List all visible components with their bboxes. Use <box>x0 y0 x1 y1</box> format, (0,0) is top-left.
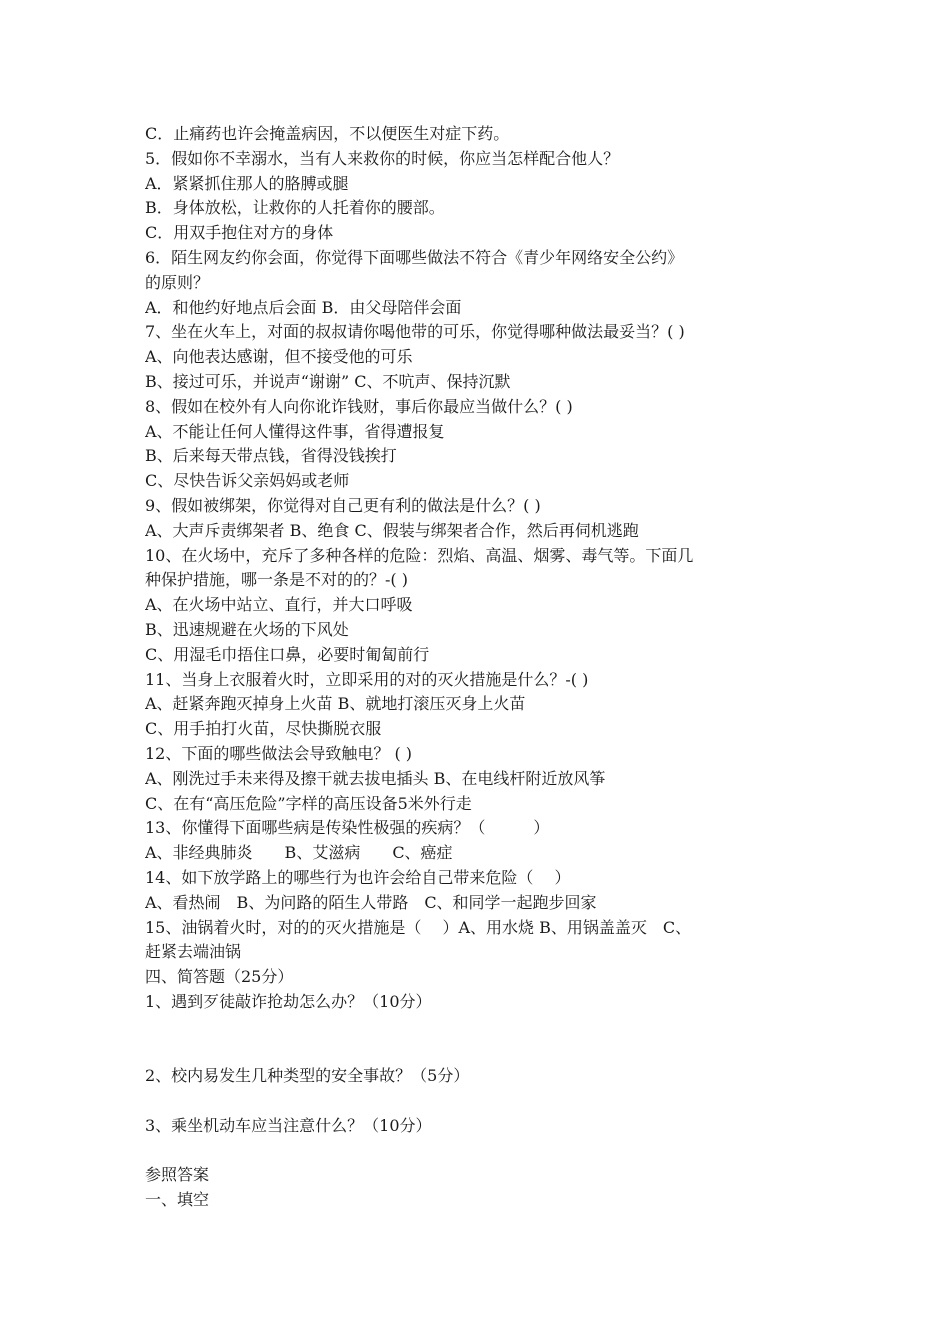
option-line: A．和他约好地点后会面 B．由父母陪伴会面 <box>145 297 462 317</box>
question-6-cont: 的原则？ <box>145 272 210 292</box>
option-line: C、在有“高压危险”字样的高压设备5米外行走 <box>145 793 472 813</box>
question-14: 14、如下放学路上的哪些行为也许会给自己带来危险（ ） <box>145 867 571 887</box>
option-line: A、非经典肺炎 B、艾滋病 C、癌症 <box>145 843 453 863</box>
option-line: C、用湿毛巾捂住口鼻，必要时匍匐前行 <box>145 644 430 664</box>
question-10-cont: 种保护措施，哪一条是不对的的？-( ) <box>145 570 408 590</box>
option-line: A、赶紧奔跑灭掉身上火苗 B、就地打滚压灭身上火苗 <box>145 694 526 714</box>
option-line: C、用手拍打火苗，尽快撕脱衣服 <box>145 719 382 739</box>
option-line: B．身体放松，让救你的人托着你的腰部。 <box>145 198 445 218</box>
question-8: 8、假如在校外有人向你讹诈钱财，事后你最应当做什么？( ) <box>145 396 573 416</box>
answer-space <box>145 1089 810 1114</box>
document-body <box>145 122 810 1213</box>
option-line: A、向他表达感谢，但不接受他的可乐 <box>145 347 413 367</box>
option-line: A．紧紧抓住那人的胳膊或腿 <box>145 173 349 193</box>
question-6: 6．陌生网友约你会面，你觉得下面哪些做法不符合《青少年网络安全公约》 <box>145 247 684 267</box>
answer-space <box>145 1015 810 1065</box>
option-line: C、尽快告诉父亲妈妈或老师 <box>145 471 350 491</box>
option-line: A、看热闹 B、为问路的陌生人带路 C、和同学一起跑步回家 <box>145 892 597 912</box>
question-7: 7、坐在火车上，对面的叔叔请你喝他带的可乐，你觉得哪种做法最妥当？( ) <box>145 322 685 342</box>
short-answer-1: 1、遇到歹徒敲诈抢劫怎么办？（10分） <box>145 991 432 1011</box>
text-line: C．止痛药也许会掩盖病因，不以便医生对症下药。 <box>145 124 510 143</box>
question-12: 12、下面的哪些做法会导致触电？ ( ) <box>145 743 413 763</box>
option-line: B、接过可乐，并说声“谢谢” C、不吭声、保持沉默 <box>145 371 511 391</box>
answers-subheading: 一、填空 <box>145 1190 210 1210</box>
question-15: 15、油锅着火时，对的的灭火措施是（ ）A、用水烧 B、用锅盖盖灭 C、 <box>145 917 692 937</box>
option-line: B、迅速规避在火场的下风处 <box>145 619 349 639</box>
option-line: A、不能让任何人懂得这件事，省得遭报复 <box>145 421 445 441</box>
section-heading: 四、简答题（25分） <box>145 967 294 987</box>
option-line: B、后来每天带点钱，省得没钱挨打 <box>145 446 397 466</box>
answer-space <box>145 1139 810 1164</box>
short-answer-2: 2、校内易发生几种类型的安全事故？（5分） <box>145 1066 470 1086</box>
option-line: A、在火场中站立、直行，并大口呼吸 <box>145 595 413 615</box>
question-10: 10、在火场中，充斥了多种各样的危险：烈焰、高温、烟雾、毒气等。下面几 <box>145 545 694 565</box>
answers-heading: 参照答案 <box>145 1165 210 1185</box>
question-15-cont: 赶紧去端油锅 <box>145 942 242 962</box>
short-answer-3: 3、乘坐机动车应当注意什么？（10分） <box>145 1115 432 1135</box>
question-9: 9、假如被绑架，你觉得对自己更有利的做法是什么？( ) <box>145 495 541 515</box>
option-line: C．用双手抱住对方的身体 <box>145 223 334 243</box>
option-line: A、大声斥责绑架者 B、绝食 C、假装与绑架者合作，然后再伺机逃跑 <box>145 520 639 540</box>
question-13: 13、你懂得下面哪些病是传染性极强的疾病？（ ） <box>145 818 550 838</box>
option-line: A、刚洗过手未来得及擦干就去拔电插头 B、在电线杆附近放风筝 <box>145 768 606 788</box>
question-11: 11、当身上衣服着火时，立即采用的对的灭火措施是什么？-( ) <box>145 669 589 689</box>
question-5: 5．假如你不幸溺水，当有人来救你的时候，你应当怎样配合他人？ <box>145 148 620 168</box>
